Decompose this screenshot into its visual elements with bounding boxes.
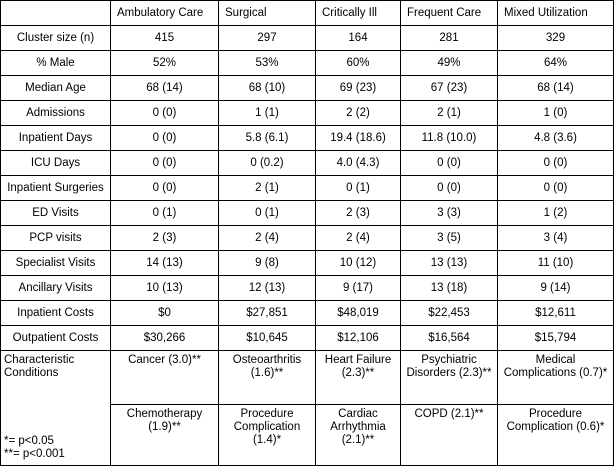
table-cell: 13 (18) (401, 276, 498, 301)
row-label: % Male (1, 51, 111, 76)
table-cell: 49% (401, 51, 498, 76)
table-cell: 10 (13) (111, 276, 219, 301)
header-cell-surgical: Surgical (219, 1, 316, 26)
table-cell: 69 (23) (316, 76, 401, 101)
condition-cell: COPD (2.1)** (401, 405, 498, 466)
table-cell: 2 (2) (316, 101, 401, 126)
table-cell: 415 (111, 26, 219, 51)
table-cell: 329 (498, 26, 614, 51)
table-cell: $16,564 (401, 326, 498, 351)
row-label: ICU Days (1, 151, 111, 176)
table-cell: 9 (8) (219, 251, 316, 276)
table-cell: 12 (13) (219, 276, 316, 301)
condition-cell: Chemotherapy (1.9)** (111, 405, 219, 466)
header-row (1, 1, 614, 26)
table-cell: 281 (401, 26, 498, 51)
table-cell: 5.8 (6.1) (219, 126, 316, 151)
condition-cell: Heart Failure (2.3)** (316, 351, 401, 405)
table-cell: 3 (4) (498, 226, 614, 251)
row-label: Median Age (1, 76, 111, 101)
table-cell: 0 (0) (111, 151, 219, 176)
table-cell: 68 (14) (111, 76, 219, 101)
table-cell: 0 (1) (111, 201, 219, 226)
row-label: Ancillary Visits (1, 276, 111, 301)
header-cell-blank (1, 1, 111, 26)
table-cell: 11.8 (10.0) (401, 126, 498, 151)
table-cell: 68 (14) (498, 76, 614, 101)
row-label: ED Visits (1, 201, 111, 226)
table-cell: 9 (17) (316, 276, 401, 301)
note-p-0001: **= p<0.001 (4, 447, 65, 460)
condition-cell: Procedure Complication (1.4)* (219, 405, 316, 466)
table-cell: 52% (111, 51, 219, 76)
table-cell: 1 (0) (498, 101, 614, 126)
row-label: PCP visits (1, 226, 111, 251)
row-label: Inpatient Costs (1, 301, 111, 326)
characteristic-label: Characteristic Conditions (1, 351, 111, 405)
table-cell: 3 (3) (401, 201, 498, 226)
row-label: Outpatient Costs (1, 326, 111, 351)
table-cell: 0 (1) (316, 176, 401, 201)
table-row (1, 76, 614, 101)
table-row (1, 51, 614, 76)
table-row (1, 326, 614, 351)
table-cell: 13 (13) (401, 251, 498, 276)
table-row (1, 176, 614, 201)
table-cell: 0 (0) (401, 151, 498, 176)
table-cell: 67 (23) (401, 76, 498, 101)
table-cell: $10,645 (219, 326, 316, 351)
table-cell: 0 (0) (111, 126, 219, 151)
table-cell: $48,019 (316, 301, 401, 326)
table-cell: 2 (1) (401, 101, 498, 126)
table-cell: $15,794 (498, 326, 614, 351)
significance-note (1, 405, 111, 466)
table-cell: 19.4 (18.6) (316, 126, 401, 151)
table-cell: 4.0 (4.3) (316, 151, 401, 176)
table-cell: 0 (0) (498, 176, 614, 201)
condition-cell: Medical Complications (0.7)* (498, 351, 614, 405)
table-cell: 0 (0) (111, 176, 219, 201)
condition-cell: Procedure Complication (0.6)* (498, 405, 614, 466)
table-cell: 2 (4) (316, 226, 401, 251)
table-cell: 3 (5) (401, 226, 498, 251)
table-row (1, 151, 614, 176)
table-cell: $12,106 (316, 326, 401, 351)
table-row (1, 126, 614, 151)
table-cell: $12,611 (498, 301, 614, 326)
table-cell: 0 (0) (401, 176, 498, 201)
row-label: Cluster size (n) (1, 26, 111, 51)
table-cell: 1 (1) (219, 101, 316, 126)
table-cell: 14 (13) (111, 251, 219, 276)
characteristic-row-1 (1, 351, 614, 405)
table-cell: 0 (0) (498, 151, 614, 176)
table-row (1, 301, 614, 326)
table-cell: 4.8 (3.6) (498, 126, 614, 151)
table-cell: $30,266 (111, 326, 219, 351)
table-row (1, 201, 614, 226)
condition-cell: Osteoarthritis (1.6)** (219, 351, 316, 405)
condition-cell: Cardiac Arrhythmia (2.1)** (316, 405, 401, 466)
condition-cell: Psychiatric Disorders (2.3)** (401, 351, 498, 405)
table-row (1, 26, 614, 51)
table-cell: 2 (4) (219, 226, 316, 251)
note-p-005: *= p<0.05 (4, 434, 54, 447)
table-cell: 2 (3) (316, 201, 401, 226)
table-cell: 0 (1) (219, 201, 316, 226)
table-row (1, 251, 614, 276)
table-row (1, 276, 614, 301)
table-cell: 53% (219, 51, 316, 76)
table-cell: 297 (219, 26, 316, 51)
table-cell: 64% (498, 51, 614, 76)
table-cell: 68 (10) (219, 76, 316, 101)
table-cell: 2 (3) (111, 226, 219, 251)
header-cell-frequent-care: Frequent Care (401, 1, 498, 26)
row-label: Specialist Visits (1, 251, 111, 276)
table-cell: 2 (1) (219, 176, 316, 201)
condition-cell: Cancer (3.0)** (111, 351, 219, 405)
row-label: Inpatient Days (1, 126, 111, 151)
table-cell: 0 (0.2) (219, 151, 316, 176)
header-cell-ambulatory-care: Ambulatory Care (111, 1, 219, 26)
table-cell: 0 (0) (111, 101, 219, 126)
row-label: Inpatient Surgeries (1, 176, 111, 201)
header-cell-critically-ill: Critically Ill (316, 1, 401, 26)
table-row (1, 101, 614, 126)
table-cell: 9 (14) (498, 276, 614, 301)
table-cell: 1 (2) (498, 201, 614, 226)
table-cell: 11 (10) (498, 251, 614, 276)
table-row (1, 226, 614, 251)
header-cell-mixed-utilization: Mixed Utilization (498, 1, 614, 26)
table-cell: 60% (316, 51, 401, 76)
row-label: Admissions (1, 101, 111, 126)
characteristic-row-2 (1, 405, 614, 466)
table-cell: $22,453 (401, 301, 498, 326)
table-cell: $27,851 (219, 301, 316, 326)
table-cell: 164 (316, 26, 401, 51)
table-cell: 10 (12) (316, 251, 401, 276)
table-cell: $0 (111, 301, 219, 326)
